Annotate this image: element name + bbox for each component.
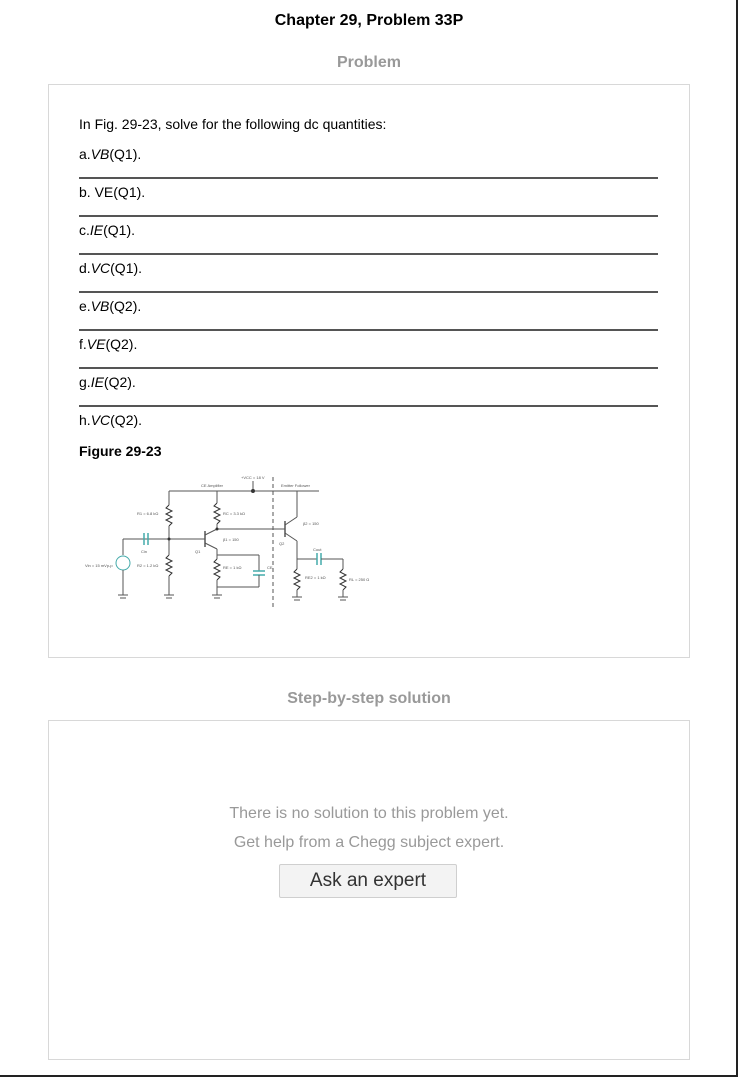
problem-part-item	[79, 293, 658, 331]
no-solution-line1: There is no solution to this problem yet.	[229, 805, 509, 822]
emitter-follower-label: Emitter Follower	[281, 483, 310, 488]
q2-label: Q2	[279, 541, 285, 546]
beta2-label: β2 = 150	[303, 521, 319, 526]
re-label: RE = 1 kΩ	[223, 565, 242, 570]
beta1-label: β1 = 150	[223, 537, 239, 542]
part-prefix: d.	[79, 260, 91, 276]
problem-section-title: Problem	[336, 54, 401, 71]
r1-resistor	[166, 505, 172, 526]
rl-resistor	[340, 569, 346, 590]
re2-label: RE2 = 1 kΩ	[305, 575, 326, 580]
problem-part-item	[79, 179, 658, 217]
part-prefix: e.	[79, 298, 91, 314]
vcc-label: +VCC = 18 V	[241, 475, 265, 480]
part-variable: VC	[90, 412, 111, 428]
re-resistor	[214, 559, 220, 580]
solution-section-title: Step-by-step solution	[287, 690, 451, 707]
part-prefix: g.	[79, 374, 91, 390]
r2-label: R2 = 1.2 kΩ	[137, 563, 159, 568]
part-argument: (Q2).	[105, 336, 138, 352]
problem-parts-list	[79, 141, 658, 445]
part-variable: VE	[86, 336, 106, 352]
part-argument: (Q1).	[109, 146, 142, 162]
vin-label: Vin = 15 mVp-p	[85, 563, 113, 568]
part-variable: VB	[90, 298, 110, 314]
ce-amp-label: CE Amplifier	[201, 483, 224, 488]
problem-part-item	[79, 369, 658, 407]
cin-label: Cin	[141, 549, 148, 554]
part-argument: (Q1).	[110, 260, 143, 276]
no-solution-message	[49, 799, 689, 857]
figure-label: Figure 29-23	[79, 443, 162, 459]
part-argument: (Q2).	[110, 412, 143, 428]
problem-part-item	[79, 331, 658, 369]
part-variable: IE	[90, 374, 104, 390]
part-prefix: b.	[79, 184, 95, 200]
r2-resistor	[166, 555, 172, 576]
ask-expert-button[interactable]: Ask an expert	[279, 864, 457, 898]
problem-part-item	[79, 255, 658, 293]
part-prefix: f.	[79, 336, 87, 352]
no-solution-line2: Get help from a Chegg subject expert.	[233, 834, 505, 851]
part-variable: VC	[90, 260, 111, 276]
part-argument: (Q2).	[103, 374, 136, 390]
part-argument: (Q2).	[109, 298, 142, 314]
problem-part-item	[79, 141, 658, 179]
rc-label: RC = 3.3 kΩ	[223, 511, 245, 516]
problem-card	[48, 84, 690, 658]
part-argument: (Q1).	[103, 222, 136, 238]
cout-label: Cout	[313, 547, 322, 552]
re2-resistor	[294, 569, 300, 590]
solution-card	[48, 720, 690, 1060]
problem-intro: In Fig. 29-23, solve for the following dc quantities:	[79, 116, 387, 132]
part-prefix: c.	[79, 222, 90, 238]
vin-source	[116, 556, 130, 570]
part-variable: VE	[94, 184, 114, 200]
part-argument: (Q1).	[113, 184, 146, 200]
q1-label: Q1	[195, 549, 201, 554]
ce-label: CE	[267, 565, 273, 570]
circuit-diagram	[83, 469, 403, 609]
r1-label: R1 = 6.8 kΩ	[137, 511, 159, 516]
part-prefix: a.	[79, 146, 91, 162]
part-prefix: h.	[79, 412, 91, 428]
part-variable: VB	[90, 146, 110, 162]
part-variable: IE	[89, 222, 104, 238]
rl-label: RL = 250 Ω	[349, 577, 370, 582]
rc-resistor	[214, 503, 220, 524]
problem-part-item	[79, 217, 658, 255]
problem-part-item	[79, 407, 658, 445]
page-title: Chapter 29, Problem 33P	[274, 12, 464, 29]
